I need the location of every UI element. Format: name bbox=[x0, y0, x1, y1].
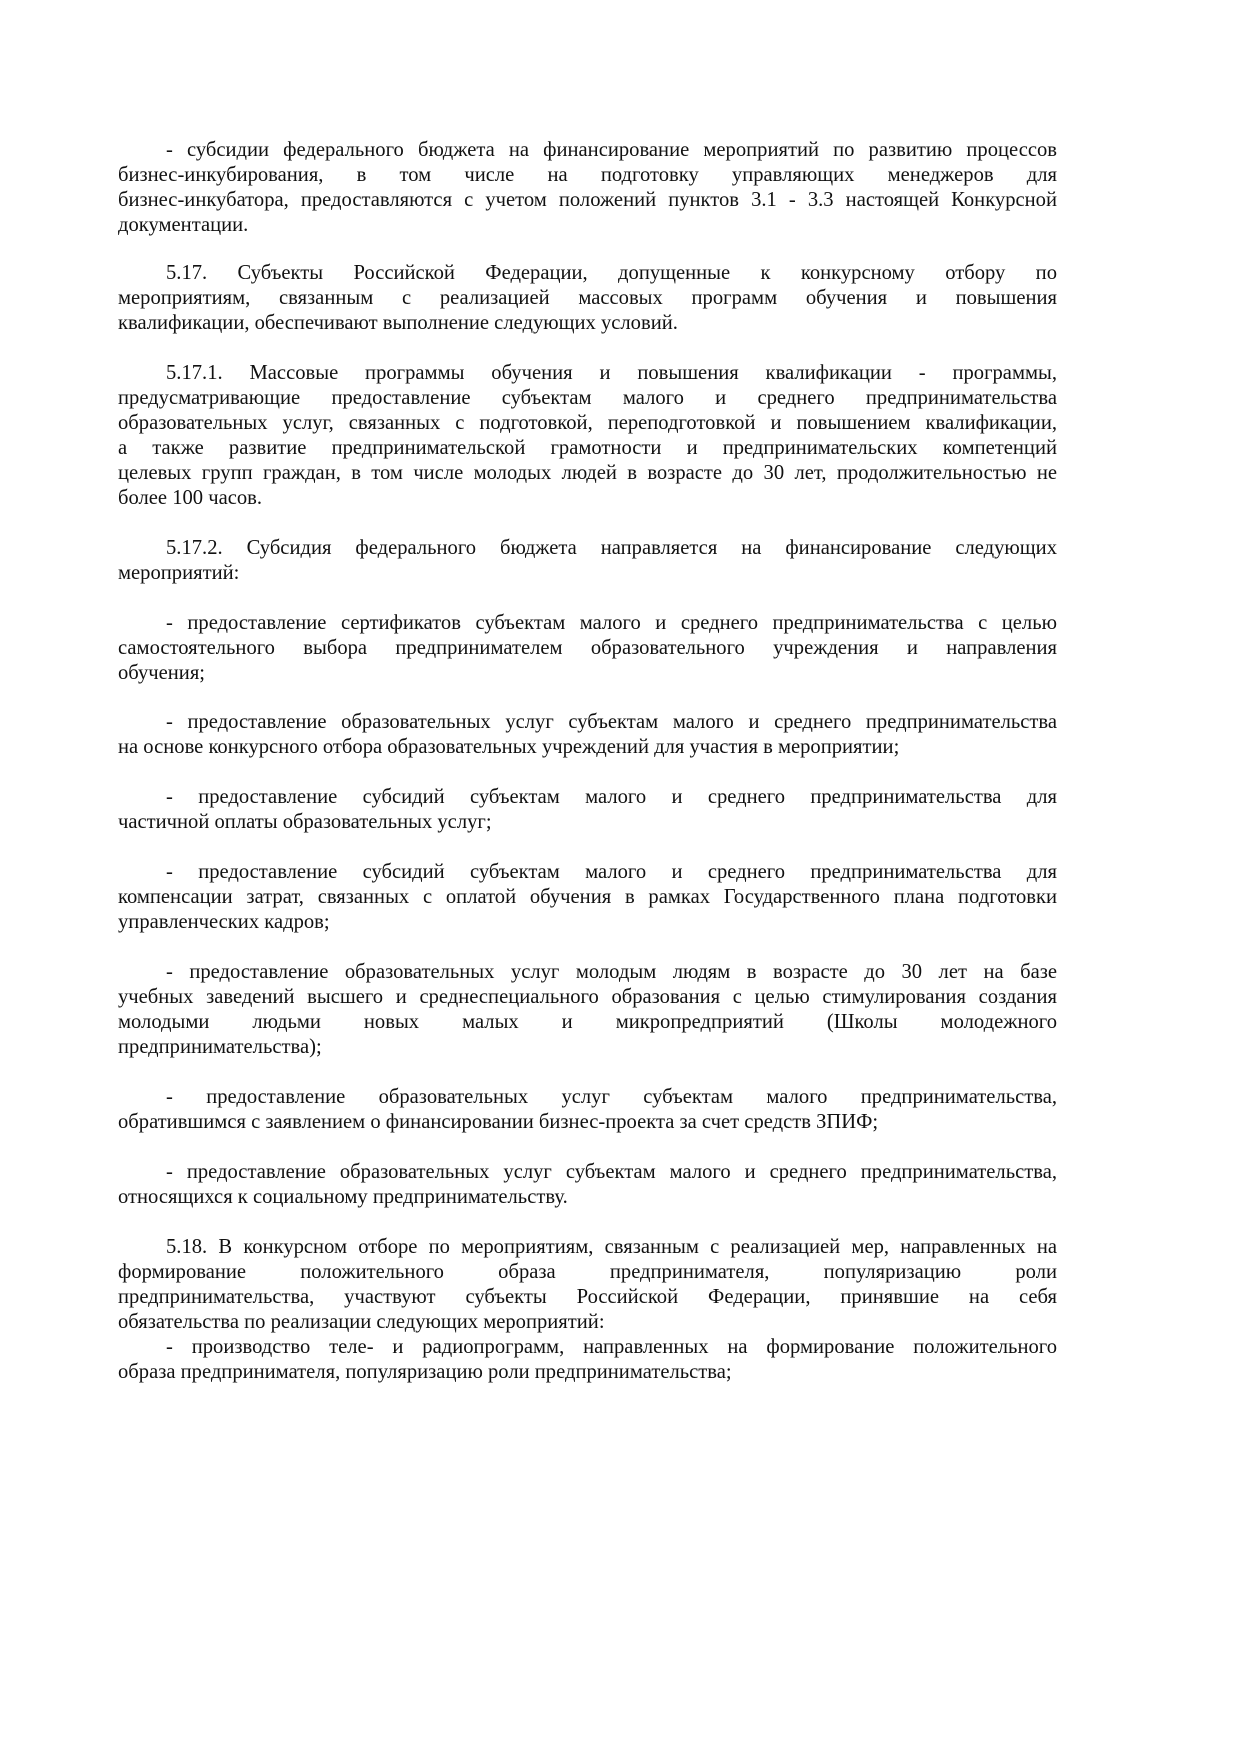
text-line: - предоставление образовательных услуг молодым людям в возрасте до 30 лет на базе bbox=[166, 961, 1057, 983]
paragraph bbox=[118, 138, 1057, 238]
text-line: более 100 часов. bbox=[118, 487, 263, 509]
paragraph bbox=[118, 960, 1057, 1060]
text-line: учебных заведений высшего и среднеспециального образования с целью стимулирования создания bbox=[118, 986, 1057, 1008]
paragraph bbox=[118, 1160, 1057, 1210]
text-line: управленческих кадров; bbox=[118, 911, 330, 933]
paragraph bbox=[118, 1335, 1057, 1385]
text-line: формирование положительного образа предпринимателя, популяризацию роли bbox=[118, 1261, 1057, 1283]
text-line: бизнес-инкубирования, в том числе на подготовку управляющих менеджеров для bbox=[118, 164, 1057, 186]
text-line: - предоставление образовательных услуг субъектам малого и среднего предпринимательства bbox=[166, 711, 1057, 733]
text-line: 5.17.1. Массовые программы обучения и повышения квалификации - программы, bbox=[166, 362, 1057, 384]
text-line: предпринимательства, участвуют субъекты Российской Федерации, принявшие на себя bbox=[118, 1286, 1057, 1308]
text-line: образовательных услуг, связанных с подготовкой, переподготовкой и повышением квалификации, bbox=[118, 412, 1057, 434]
paragraph bbox=[118, 1235, 1057, 1335]
text-line: молодыми людьми новых малых и микропредприятий (Школы молодежного bbox=[118, 1011, 1057, 1033]
text-line: квалификации, обеспечивают выполнение следующих условий. bbox=[118, 312, 678, 334]
paragraph bbox=[118, 611, 1057, 686]
text-line: целевых групп граждан, в том числе молодых людей в возрасте до 30 лет, продолжительностью не bbox=[118, 462, 1057, 484]
text-line: - предоставление образовательных услуг субъектам малого предпринимательства, bbox=[166, 1086, 1057, 1108]
paragraph bbox=[118, 361, 1057, 511]
text-line: 5.18. В конкурсном отборе по мероприятиям, связанным с реализацией мер, направленных на bbox=[166, 1236, 1057, 1258]
text-line: компенсации затрат, связанных с оплатой обучения в рамках Государственного плана подготовки bbox=[118, 886, 1057, 908]
text-line: самостоятельного выбора предпринимателем образовательного учреждения и направления bbox=[118, 637, 1057, 659]
paragraph bbox=[118, 536, 1057, 586]
text-line: относящихся к социальному предпринимательству. bbox=[118, 1186, 568, 1208]
text-line: - субсидии федерального бюджета на финансирование мероприятий по развитию процессов bbox=[166, 139, 1057, 161]
text-line: мероприятиям, связанным с реализацией массовых программ обучения и повышения bbox=[118, 287, 1057, 309]
text-line: образа предпринимателя, популяризацию роли предпринимательства; bbox=[118, 1361, 732, 1383]
text-line: на основе конкурсного отбора образовательных учреждений для участия в мероприятии; bbox=[118, 736, 900, 758]
text-line: - предоставление субсидий субъектам малого и среднего предпринимательства для bbox=[166, 786, 1057, 808]
text-line: 5.17. Субъекты Российской Федерации, допущенные к конкурсному отбору по bbox=[166, 262, 1057, 284]
text-line: предпринимательства); bbox=[118, 1036, 322, 1058]
text-line: 5.17.2. Субсидия федерального бюджета направляется на финансирование следующих bbox=[166, 537, 1057, 559]
text-line: обучения; bbox=[118, 662, 206, 684]
text-line: - предоставление субсидий субъектам малого и среднего предпринимательства для bbox=[166, 861, 1057, 883]
paragraph bbox=[118, 785, 1057, 835]
paragraph bbox=[118, 1085, 1057, 1135]
text-line: предусматривающие предоставление субъектам малого и среднего предпринимательства bbox=[118, 387, 1057, 409]
text-line: частичной оплаты образовательных услуг; bbox=[118, 811, 492, 833]
text-line: обязательства по реализации следующих мероприятий: bbox=[118, 1311, 605, 1333]
text-line: - предоставление образовательных услуг субъектам малого и среднего предпринимательства, bbox=[166, 1161, 1057, 1183]
text-line: обратившимся с заявлением о финансировании бизнес-проекта за счет средств ЗПИФ; bbox=[118, 1111, 879, 1133]
text-line: бизнес-инкубатора, предоставляются с учетом положений пунктов 3.1 - 3.3 настоящей Конкурсной bbox=[118, 189, 1057, 211]
paragraph bbox=[118, 710, 1057, 760]
paragraph bbox=[118, 860, 1057, 935]
paragraph bbox=[118, 261, 1057, 336]
text-line: документации. bbox=[118, 214, 249, 236]
text-line: а также развитие предпринимательской грамотности и предпринимательских компетенций bbox=[118, 437, 1057, 459]
text-line: мероприятий: bbox=[118, 562, 240, 584]
text-line: - предоставление сертификатов субъектам малого и среднего предпринимательства с целью bbox=[166, 612, 1057, 634]
text-line: - производство теле- и радиопрограмм, направленных на формирование положительного bbox=[166, 1336, 1057, 1358]
